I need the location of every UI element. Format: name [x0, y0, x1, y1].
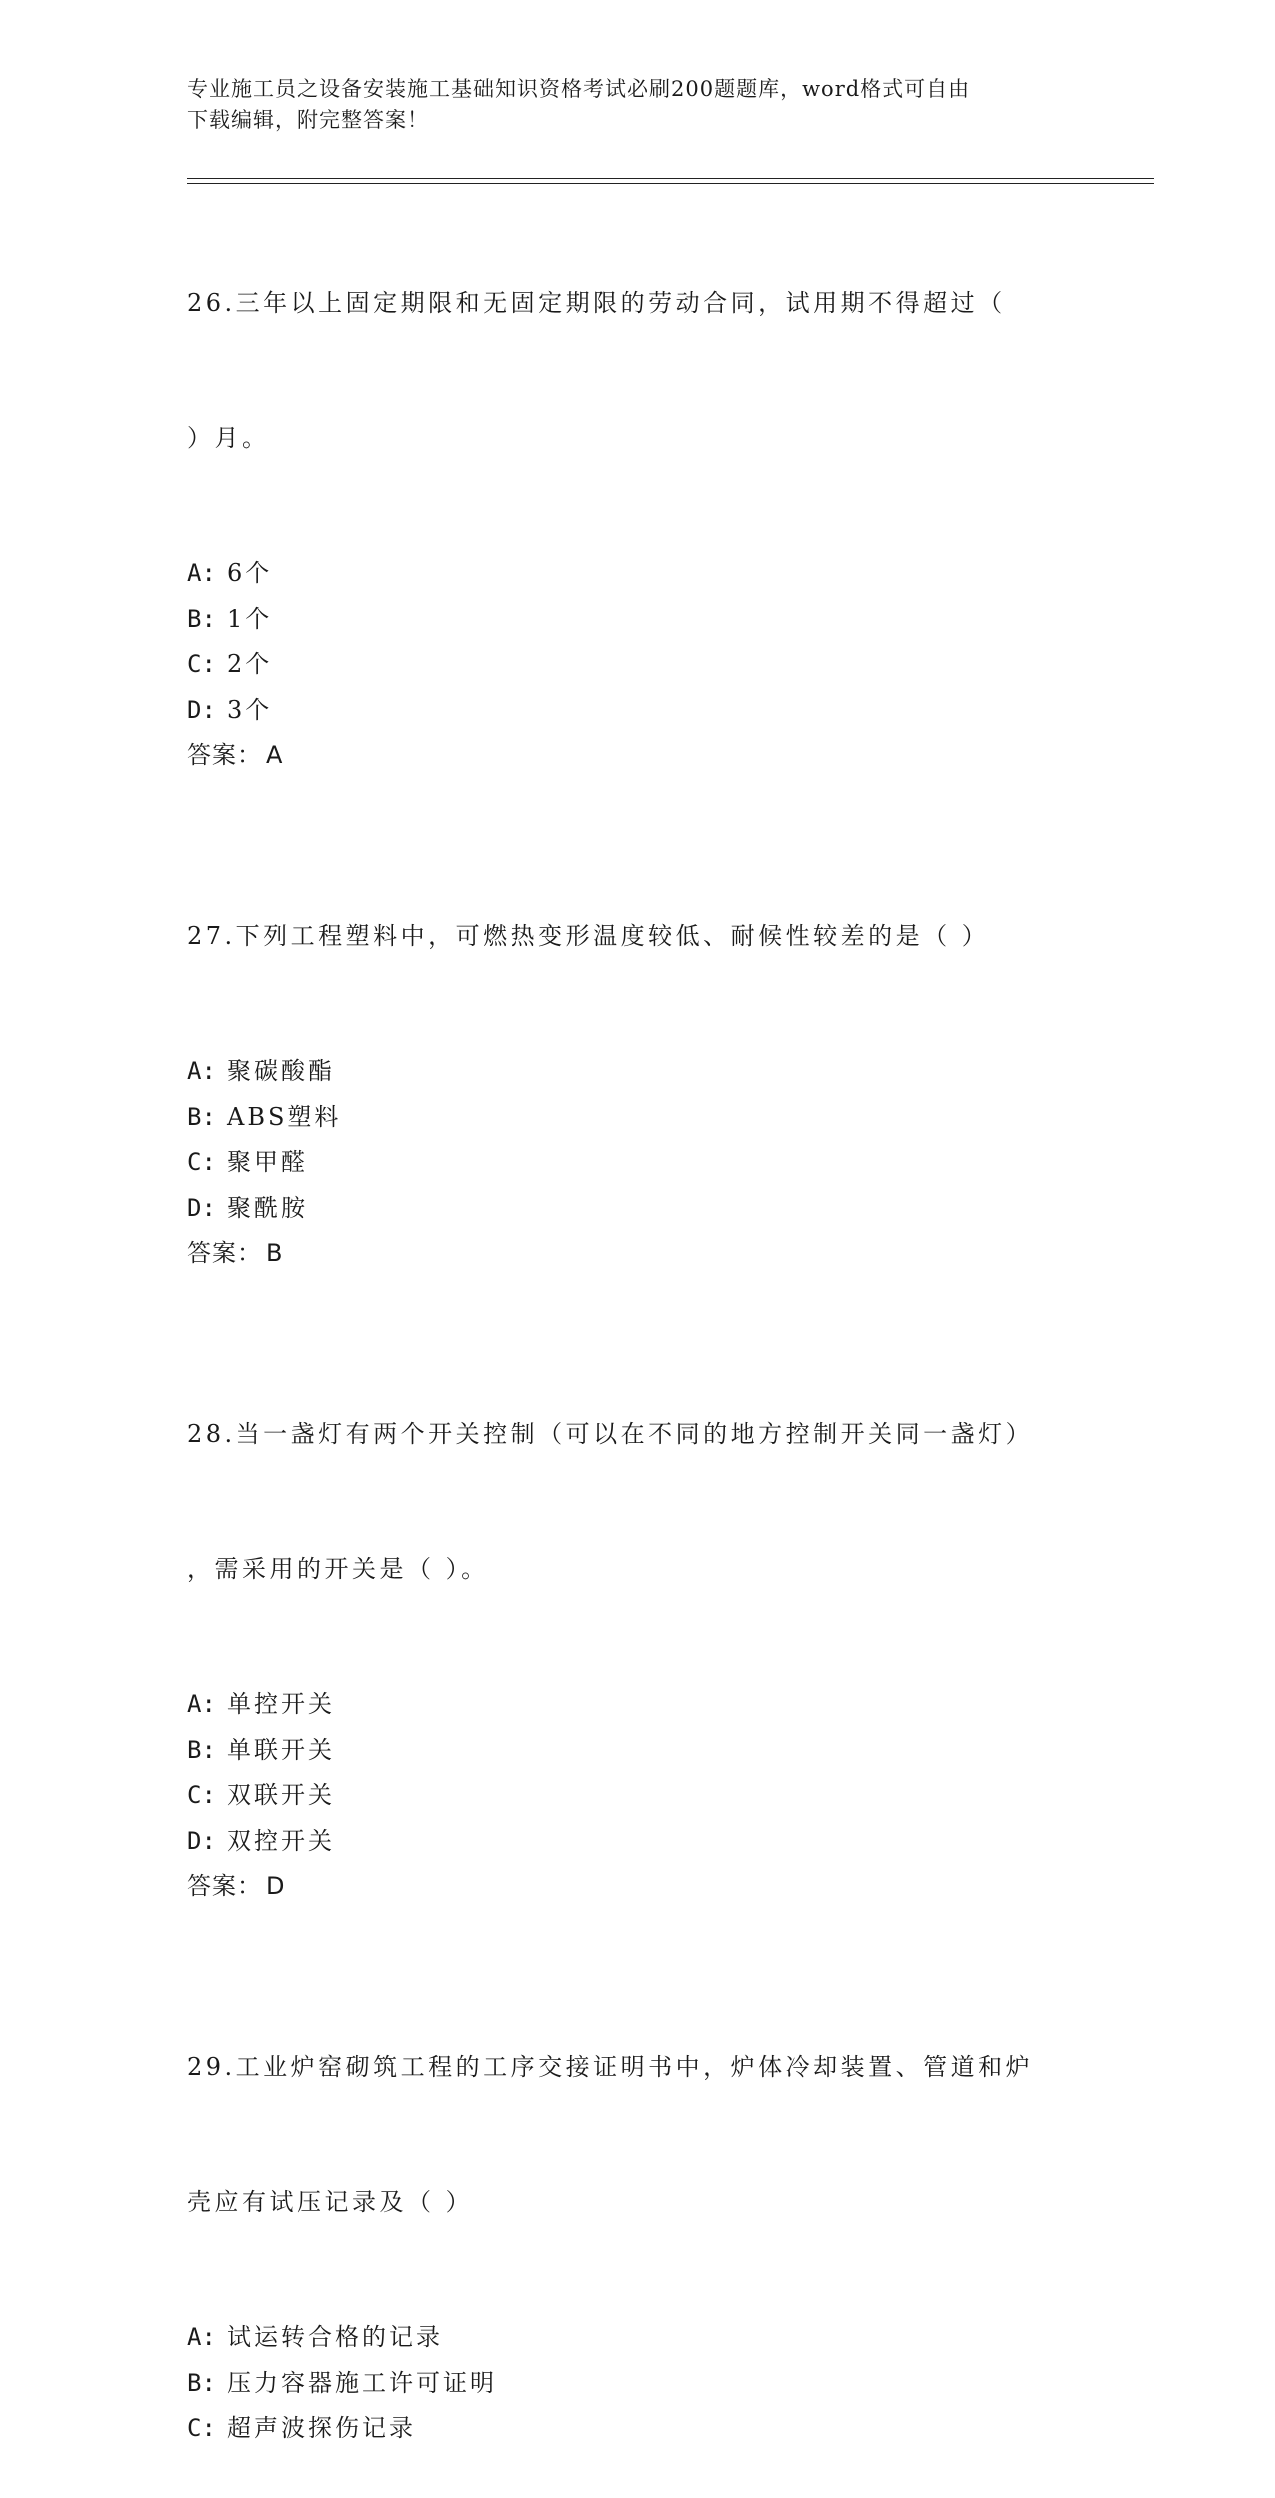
- option-key: B:: [187, 2368, 216, 2397]
- option-text: 压力容器施工许可证明: [227, 2368, 497, 2397]
- option-c: [187, 1773, 1087, 1819]
- option-key: D:: [187, 1193, 216, 1222]
- question-stem-line: 27.下列工程塑料中，可燃热变形温度较低、耐候性较差的是（ ）: [187, 922, 990, 950]
- option-key: A:: [187, 1057, 216, 1085]
- question-stem-line: 壳应有试压记录及（ ）: [187, 2188, 474, 2216]
- option-b: [187, 2361, 1087, 2407]
- question-stem-line: 28.当一盏灯有两个开关控制（可以在不同的地方控制开关同一盏灯）: [187, 1420, 1034, 1448]
- option-text: 2个: [227, 650, 273, 678]
- option-key: B:: [187, 604, 216, 633]
- answer-label: 答案：: [187, 1239, 262, 1267]
- answer-line: [187, 1864, 1087, 1909]
- option-key: B:: [187, 1102, 216, 1131]
- option-text: 1个: [227, 604, 273, 633]
- answer-value: A: [266, 741, 284, 769]
- header-divider-bottom: [187, 183, 1154, 184]
- option-text: 聚碳酸酯: [227, 1057, 335, 1085]
- option-text: 6个: [227, 559, 273, 587]
- answer-value: D: [266, 1872, 286, 1900]
- question-29: [187, 1955, 1087, 2452]
- question-26: [187, 191, 1087, 778]
- option-a: [187, 551, 1087, 597]
- answer-label: 答案：: [187, 741, 262, 769]
- question-stem-line: ）月。: [187, 424, 270, 452]
- option-text: 超声波探伤记录: [227, 2414, 416, 2442]
- option-c: [187, 2406, 1087, 2452]
- option-a: [187, 1682, 1087, 1728]
- question-28: [187, 1322, 1087, 1909]
- answer-value: B: [266, 1239, 284, 1267]
- answer-line: [187, 733, 1087, 778]
- question-stem: [187, 1322, 1067, 1682]
- header-divider-top: [187, 178, 1154, 179]
- option-key: A:: [187, 559, 216, 587]
- option-key: D:: [187, 1826, 216, 1855]
- option-b: [187, 1095, 1087, 1141]
- option-b: [187, 1728, 1087, 1774]
- option-key: D:: [187, 695, 216, 724]
- answer-label: 答案：: [187, 1872, 262, 1900]
- option-text: 聚甲醛: [227, 1148, 308, 1176]
- option-key: C:: [187, 2414, 216, 2442]
- option-c: [187, 642, 1087, 688]
- question-stem-line: 29.工业炉窑砌筑工程的工序交接证明书中，炉体冷却装置、管道和炉: [187, 2053, 1034, 2081]
- option-key: A:: [187, 2323, 216, 2351]
- option-c: [187, 1140, 1087, 1186]
- document-header: [187, 74, 1067, 136]
- question-27: [187, 824, 1087, 1276]
- header-line-1: 专业施工员之设备安装施工基础知识资格考试必刷200题题库，word格式可自由: [187, 77, 971, 101]
- option-text: 试运转合格的记录: [227, 2323, 443, 2351]
- option-d: [187, 688, 1087, 734]
- option-text: 双联开关: [227, 1781, 335, 1809]
- question-list: [187, 191, 1087, 2498]
- option-a: [187, 2315, 1087, 2361]
- question-stem: [187, 824, 1067, 1049]
- option-text: 单联开关: [227, 1735, 335, 1764]
- option-text: 双控开关: [227, 1826, 335, 1855]
- question-stem-line: 26.三年以上固定期限和无固定期限的劳动合同，试用期不得超过（: [187, 289, 1006, 317]
- answer-line: [187, 1231, 1087, 1276]
- header-line-2: 下载编辑，附完整答案！: [187, 108, 429, 132]
- option-key: C:: [187, 650, 216, 678]
- option-a: [187, 1049, 1087, 1095]
- option-key: A:: [187, 1690, 216, 1718]
- question-stem: [187, 191, 1067, 551]
- option-text: 3个: [227, 695, 273, 724]
- option-key: B:: [187, 1735, 216, 1764]
- option-text: 单控开关: [227, 1690, 335, 1718]
- option-d: [187, 1186, 1087, 1232]
- question-stem: [187, 1955, 1067, 2315]
- option-d: [187, 1819, 1087, 1865]
- question-stem-line: ，需采用的开关是（ ）。: [187, 1555, 489, 1583]
- option-text: ABS塑料: [227, 1102, 342, 1131]
- option-key: C:: [187, 1148, 216, 1176]
- option-b: [187, 597, 1087, 643]
- option-key: C:: [187, 1781, 216, 1809]
- option-text: 聚酰胺: [227, 1193, 308, 1222]
